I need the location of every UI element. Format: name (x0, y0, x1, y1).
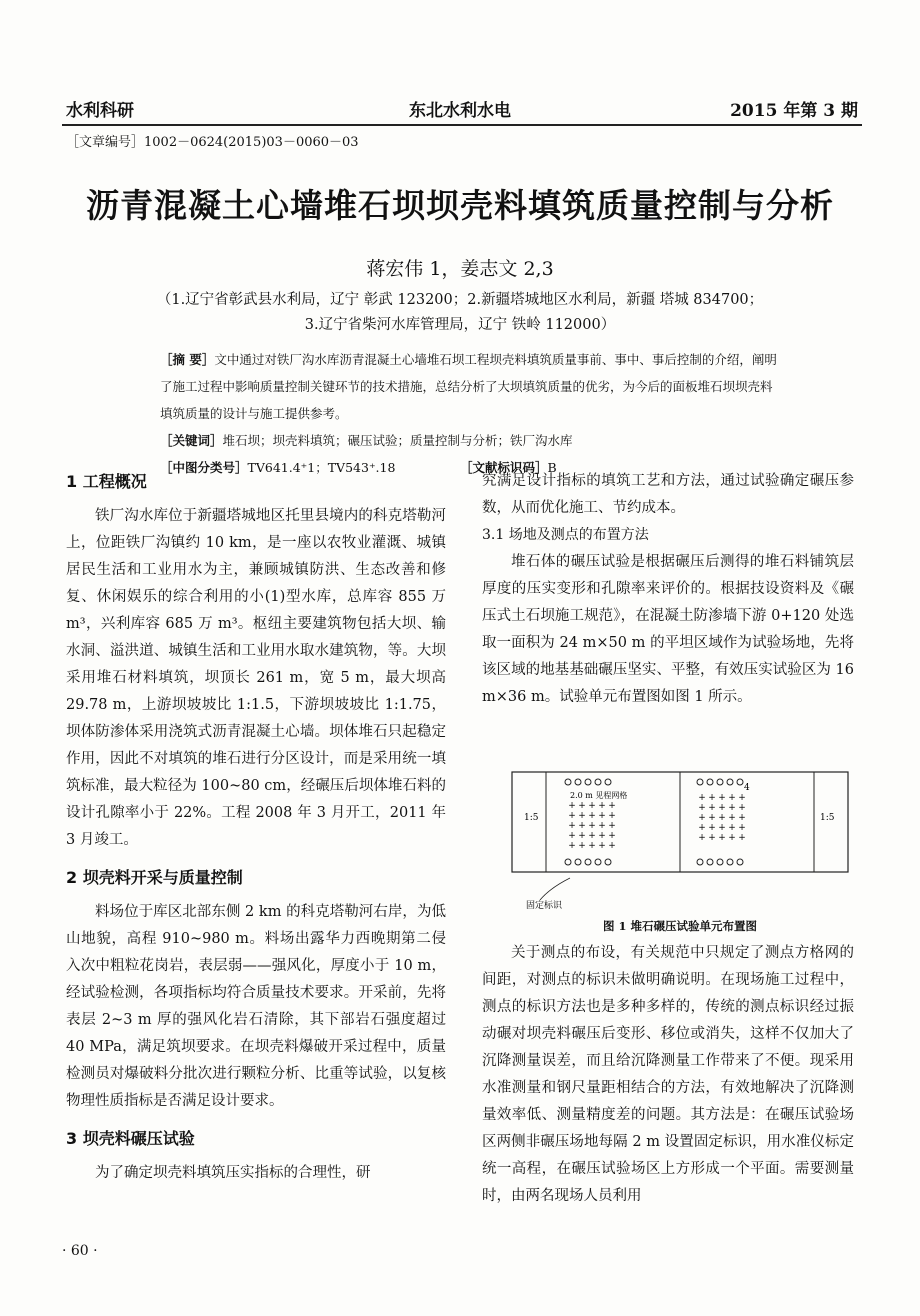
test-point: + (578, 821, 586, 831)
test-point: + (578, 801, 586, 811)
section-heading: 2 坝壳料开采与质量控制 (66, 868, 243, 887)
test-point: + (718, 833, 726, 843)
test-point: + (718, 813, 726, 823)
header-rule (62, 124, 862, 126)
test-point: + (698, 823, 706, 833)
doccode-label: ［文献标识码］ (460, 460, 548, 475)
fixed-marker (707, 779, 713, 785)
fixed-marker (595, 859, 601, 865)
fixed-marker (737, 779, 743, 785)
fixed-marker (727, 859, 733, 865)
test-point: + (608, 841, 616, 851)
doccode-value: B (547, 460, 557, 475)
figure-1-layout-diagram (510, 760, 850, 910)
keywords (160, 427, 780, 454)
fixed-marker (575, 779, 581, 785)
figure-caption: 图 1 堆石碾压试验单元布置图 (602, 919, 757, 933)
page-number: · 60 · (62, 1243, 98, 1259)
fixed-marker (605, 859, 611, 865)
clc-label: ［中图分类号］ (160, 460, 248, 475)
fixed-marker (575, 859, 581, 865)
test-point: + (608, 801, 616, 811)
journal-section: 水利科研 (66, 101, 134, 121)
test-point: + (698, 793, 706, 803)
left-slope-label: 1:5 (524, 813, 539, 823)
fixed-marker (605, 779, 611, 785)
body-paragraph: 关于测点的布设，有关规范中只规定了测点方格网的间距，对测点的标识未做明确说明。在现场施工过程中，测点的标识方法也是多种多样的，传统的测点标识经过振动碾对坝壳料碾压后变形、移位或消失，这样不仅加大了沉降测量误差，而且给沉降测量工作带来了不便。现采用水准测量和钢尺量距相结合的方法，有效地解决了沉降测量效率低、测量精度差的问题。其方法是：在碾压试验场区两侧非碾压场地每隔 2 m 设置固定标识，用水准仪标定统一高程，在碾压试验场区上方形成一个平面。需要测量时，由两名现场人员利用 (482, 945, 854, 1204)
paper-title: 沥青混凝土心墙堆石坝坝壳料填筑质量控制与分析 (86, 186, 834, 225)
test-point: + (608, 821, 616, 831)
abstract-block (160, 346, 780, 481)
test-point: + (598, 821, 606, 831)
test-point: + (728, 833, 736, 843)
test-point: + (568, 821, 576, 831)
test-point: + (718, 803, 726, 813)
right-slope-label: 1:5 (820, 813, 835, 823)
abstract-text: 文中通过对铁厂沟水库沥青混凝土心墙堆石坝工程坝壳料填筑质量事前、事中、事后控制的介绍，阐明了施工过程中影响质量控制关键环节的技术措施，总结分析了大坝填筑质量的优劣，为今后的面板堆石坝坝壳料填筑质量的设计与施工提供参考。 (160, 352, 777, 421)
test-point: + (718, 793, 726, 803)
fixed-marker (717, 859, 723, 865)
fixed-marker (697, 779, 703, 785)
subsection-heading: 3.1 场地及测点的布置方法 (482, 527, 649, 543)
affiliation-line-1: （1.辽宁省彰武县水利局，辽宁 彰武 123200；2.新疆塔城地区水利局，新疆 塔城 834700； (156, 292, 764, 308)
test-point: + (568, 811, 576, 821)
right-column-top (482, 468, 854, 721)
test-point: + (728, 803, 736, 813)
test-point: + (578, 841, 586, 851)
test-point: + (598, 841, 606, 851)
issue-label: 2015 年第 3 期 (730, 101, 858, 121)
body-paragraph: 堆石体的碾压试验是根据碾压后测得的堆石料铺筑层厚度的压实变形和孔隙率来评价的。根据技设资料及《碾压式土石坝施工规范》，在混凝土防渗墙下游 0+120 处选取一面积为 24 m×50 m 的平坦区域作为试验场地，先将该区域的地基基础碾压坚实、平整，有效压实试验区为 16 m×36 m。试验单元布置图如图 1 所示。 (482, 554, 854, 705)
test-point: + (708, 823, 716, 833)
fixed-marker (707, 859, 713, 865)
right-column-bottom (482, 940, 854, 1220)
keywords-label: ［关键词］ (160, 433, 223, 448)
test-point: + (738, 823, 746, 833)
section-heading: 3 坝壳料碾压试验 (66, 1129, 195, 1148)
test-point: + (738, 793, 746, 803)
test-point: + (588, 831, 596, 841)
test-point: + (708, 833, 716, 843)
test-point: + (738, 803, 746, 813)
fixed-marker (697, 859, 703, 865)
test-point: + (738, 833, 746, 843)
authors: 蒋宏伟 1，姜志文 2,3 (366, 258, 554, 280)
fixed-marker (737, 859, 743, 865)
fixed-marker-label: 固定标识 (526, 901, 563, 910)
test-point: + (708, 803, 716, 813)
body-paragraph: 铁厂沟水库位于新疆塔城地区托里县境内的科克塔勒河上，位距铁厂沟镇约 10 km，是一座以农牧业灌溉、城镇居民生活和工业用水为主，兼顾城镇防洪、生态改善和修复、休闲娱乐的综合利用的小(1)型水库，总库容 855 万 m³，兴利库容 685 万 m³。枢纽主要建筑物包括大坝、输水洞、溢洪道、城镇生活和工业用水取水建筑物，等。大坝采用堆石材料填筑，坝顶长 261 m，宽 5 m，最大坝高 29.78 m，上游坝坡坡比 1:1.5，下游坝坡坡比 1:1.75，坝体防渗体采用浇筑式沥青混凝土心墙。坝体堆石只起稳定作用，因此不对填筑的堆石进行分区设计，而是采用统一填筑标准，最大粒径为 100~80 cm，经碾压后坝体堆石料的设计孔隙率小于 22%。工程 2008 年 3 月开工，2011 年 3 月竣工。 (66, 508, 446, 848)
fixed-marker (727, 779, 733, 785)
fixed-marker (565, 779, 571, 785)
test-point: + (718, 823, 726, 833)
fixed-marker (595, 779, 601, 785)
test-point: + (608, 831, 616, 841)
test-point: + (708, 793, 716, 803)
fixed-marker (717, 779, 723, 785)
affiliation-line-2: 3.辽宁省柴河水库管理局，辽宁 铁岭 112000） (304, 317, 616, 333)
abstract (160, 346, 780, 427)
test-point: + (588, 841, 596, 851)
test-point: + (698, 803, 706, 813)
body-paragraph: 料场位于库区北部东侧 2 km 的科克塔勒河右岸，为低山地貌，高程 910~980 m。料场出露华力西晚期第二侵入次中粗粒花岗岩，表层弱——强风化，厚度小于 10 m，经试验检测，各项指标均符合质量技术要求。开采前，先将表层 2~3 m 厚的强风化岩石清除，其下部岩石强度超过 40 MPa，满足筑坝要求。在坝壳料爆破开采过程中，质量检测员对爆破料分批次进行颗粒分析、比重等试验，以复核物理性质指标是否满足设计要求。 (66, 904, 446, 1109)
keywords-text: 堆石坝；坝壳料填筑；碾压试验；质量控制与分析；铁厂沟水库 (222, 433, 573, 448)
body-paragraph: 为了确定坝壳料填筑压实指标的合理性，研 (95, 1165, 371, 1181)
section-heading: 1 工程概况 (66, 472, 147, 491)
test-point: + (738, 813, 746, 823)
test-point: + (698, 813, 706, 823)
fixed-marker (585, 779, 591, 785)
abstract-label: ［摘 要］ (160, 352, 215, 367)
test-point: + (728, 813, 736, 823)
test-point: + (728, 793, 736, 803)
journal-name: 东北水利水电 (409, 101, 511, 121)
dimension-label: 4 (744, 783, 750, 793)
test-point: + (708, 813, 716, 823)
clc-value: TV641.4⁺1；TV543⁺.18 (247, 460, 396, 475)
test-point: + (568, 841, 576, 851)
grid-label: 2.0 m 见程网格 (570, 791, 628, 800)
test-point: + (608, 811, 616, 821)
test-point: + (568, 801, 576, 811)
test-point: + (568, 831, 576, 841)
test-point: + (598, 801, 606, 811)
test-point: + (578, 811, 586, 821)
test-point: + (598, 831, 606, 841)
test-point: + (588, 821, 596, 831)
fixed-marker (585, 859, 591, 865)
test-point: + (588, 811, 596, 821)
marker-leader (540, 878, 570, 900)
fixed-marker (565, 859, 571, 865)
test-point: + (698, 833, 706, 843)
test-point: + (728, 823, 736, 833)
test-point: + (588, 801, 596, 811)
article-number: ［文章编号］1002－0624(2015)03－0060－03 (66, 135, 359, 150)
test-point: + (578, 831, 586, 841)
left-column (66, 468, 446, 1197)
test-point: + (598, 811, 606, 821)
body-paragraph: 究满足设计指标的填筑工艺和方法，通过试验确定碾压参数，从而优化施工、节约成本。 (482, 473, 854, 516)
